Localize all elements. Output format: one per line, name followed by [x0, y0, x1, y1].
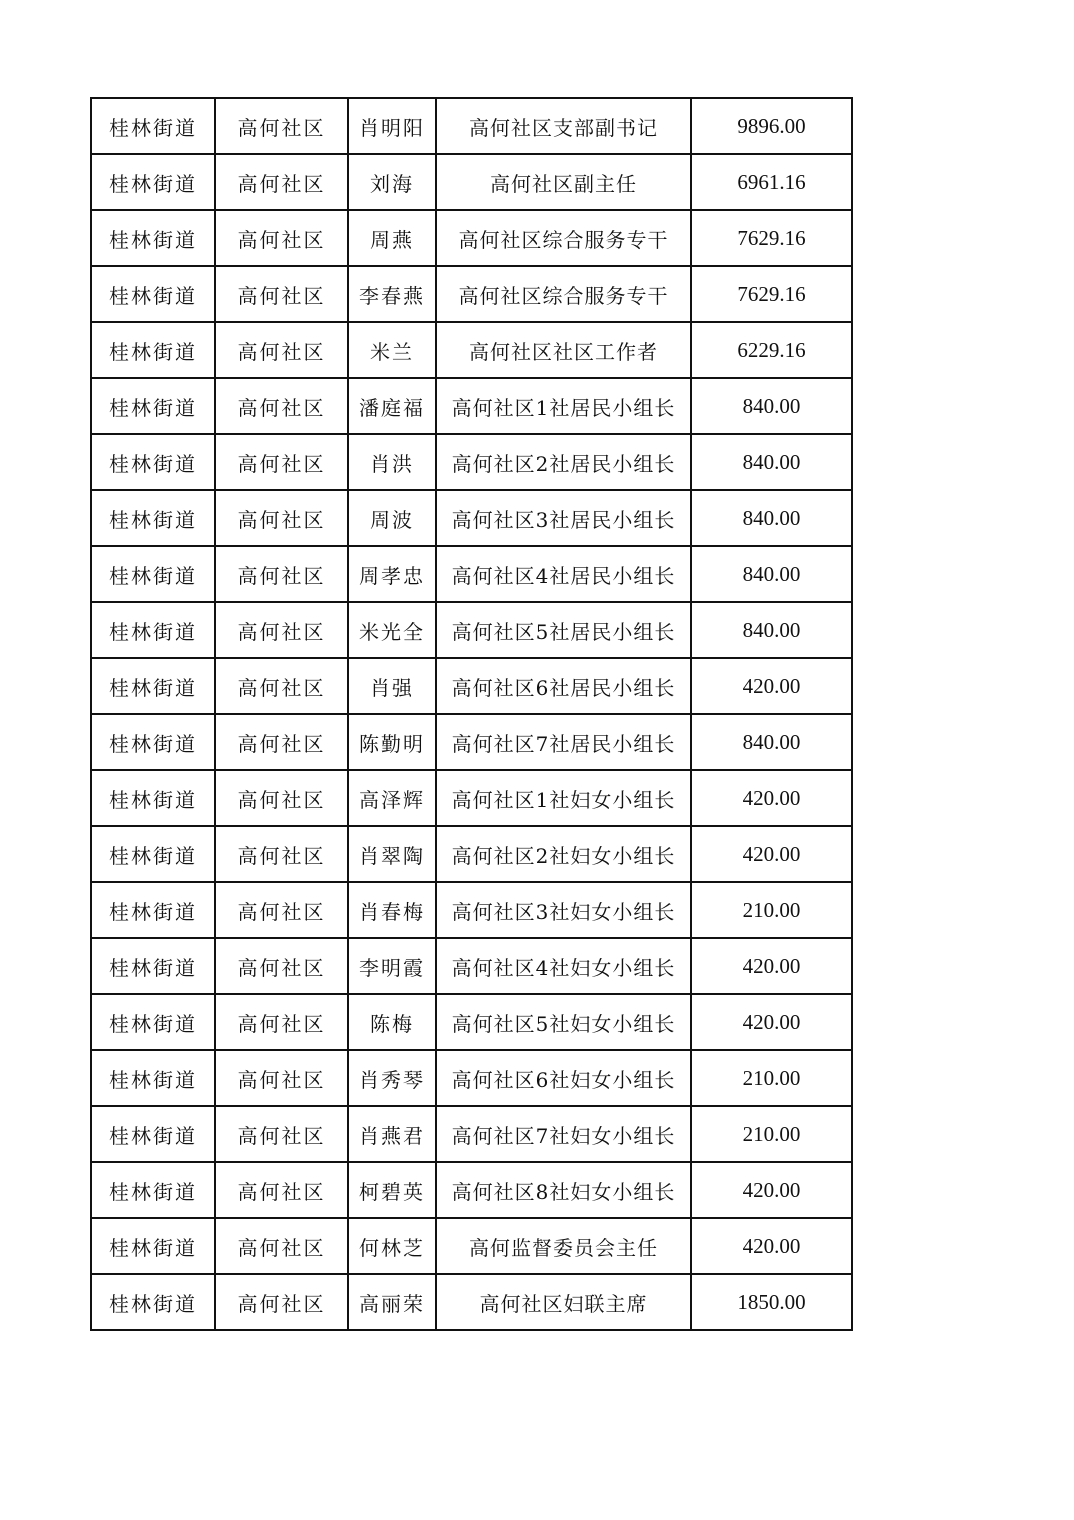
street-cell: 桂林街道 [91, 98, 215, 154]
street-cell: 桂林街道 [91, 994, 215, 1050]
table-row [91, 826, 852, 882]
street-cell: 桂林街道 [91, 266, 215, 322]
community-cell: 高何社区 [215, 210, 348, 266]
community-cell: 高何社区 [215, 826, 348, 882]
community-cell: 高何社区 [215, 546, 348, 602]
table-row [91, 98, 852, 154]
position-cell: 高何社区妇联主席 [436, 1274, 691, 1330]
table-row [91, 714, 852, 770]
position-cell: 高何社区5社妇女小组长 [436, 994, 691, 1050]
community-cell: 高何社区 [215, 882, 348, 938]
street-cell: 桂林街道 [91, 658, 215, 714]
table-row [91, 770, 852, 826]
name-cell: 何林芝 [348, 1218, 436, 1274]
name-cell: 肖洪 [348, 434, 436, 490]
street-cell: 桂林街道 [91, 770, 215, 826]
position-cell: 高何社区3社妇女小组长 [436, 882, 691, 938]
name-cell: 周波 [348, 490, 436, 546]
street-cell: 桂林街道 [91, 938, 215, 994]
amount-cell: 420.00 [691, 994, 852, 1050]
name-cell: 周燕 [348, 210, 436, 266]
table-row [91, 602, 852, 658]
street-cell: 桂林街道 [91, 1050, 215, 1106]
name-cell: 肖秀琴 [348, 1050, 436, 1106]
name-cell: 米光全 [348, 602, 436, 658]
amount-cell: 420.00 [691, 826, 852, 882]
community-cell: 高何社区 [215, 98, 348, 154]
name-cell: 肖强 [348, 658, 436, 714]
name-cell: 陈勤明 [348, 714, 436, 770]
position-cell: 高何社区副主任 [436, 154, 691, 210]
amount-cell: 840.00 [691, 546, 852, 602]
table-row [91, 490, 852, 546]
name-cell: 李春燕 [348, 266, 436, 322]
table-row [91, 546, 852, 602]
street-cell: 桂林街道 [91, 602, 215, 658]
table-row [91, 210, 852, 266]
name-cell: 肖春梅 [348, 882, 436, 938]
table-row [91, 1050, 852, 1106]
street-cell: 桂林街道 [91, 154, 215, 210]
community-cell: 高何社区 [215, 378, 348, 434]
name-cell: 潘庭福 [348, 378, 436, 434]
position-cell: 高何社区4社居民小组长 [436, 546, 691, 602]
name-cell: 肖翠陶 [348, 826, 436, 882]
table-row [91, 1274, 852, 1330]
table-row [91, 154, 852, 210]
amount-cell: 840.00 [691, 602, 852, 658]
street-cell: 桂林街道 [91, 322, 215, 378]
street-cell: 桂林街道 [91, 1106, 215, 1162]
amount-cell: 210.00 [691, 1050, 852, 1106]
community-cell: 高何社区 [215, 770, 348, 826]
street-cell: 桂林街道 [91, 434, 215, 490]
street-cell: 桂林街道 [91, 490, 215, 546]
community-cell: 高何社区 [215, 322, 348, 378]
position-cell: 高何社区7社居民小组长 [436, 714, 691, 770]
amount-cell: 420.00 [691, 770, 852, 826]
table-row [91, 378, 852, 434]
position-cell: 高何社区8社妇女小组长 [436, 1162, 691, 1218]
amount-cell: 840.00 [691, 378, 852, 434]
community-cell: 高何社区 [215, 938, 348, 994]
street-cell: 桂林街道 [91, 378, 215, 434]
position-cell: 高何社区2社妇女小组长 [436, 826, 691, 882]
street-cell: 桂林街道 [91, 826, 215, 882]
position-cell: 高何社区6社妇女小组长 [436, 1050, 691, 1106]
position-cell: 高何社区1社妇女小组长 [436, 770, 691, 826]
amount-cell: 840.00 [691, 714, 852, 770]
amount-cell: 420.00 [691, 938, 852, 994]
amount-cell: 6961.16 [691, 154, 852, 210]
community-cell: 高何社区 [215, 1274, 348, 1330]
table-row [91, 882, 852, 938]
table-row [91, 434, 852, 490]
table-row [91, 266, 852, 322]
community-cell: 高何社区 [215, 1218, 348, 1274]
amount-cell: 210.00 [691, 1106, 852, 1162]
community-cell: 高何社区 [215, 714, 348, 770]
table-row [91, 938, 852, 994]
position-cell: 高何监督委员会主任 [436, 1218, 691, 1274]
community-cell: 高何社区 [215, 1106, 348, 1162]
amount-cell: 840.00 [691, 490, 852, 546]
amount-cell: 1850.00 [691, 1274, 852, 1330]
table-row [91, 1218, 852, 1274]
position-cell: 高何社区3社居民小组长 [436, 490, 691, 546]
amount-cell: 9896.00 [691, 98, 852, 154]
amount-cell: 420.00 [691, 658, 852, 714]
community-cell: 高何社区 [215, 658, 348, 714]
street-cell: 桂林街道 [91, 546, 215, 602]
community-cell: 高何社区 [215, 1050, 348, 1106]
name-cell: 李明霞 [348, 938, 436, 994]
position-cell: 高何社区综合服务专干 [436, 210, 691, 266]
street-cell: 桂林街道 [91, 1274, 215, 1330]
table-row [91, 1106, 852, 1162]
position-cell: 高何社区社区工作者 [436, 322, 691, 378]
community-cell: 高何社区 [215, 1162, 348, 1218]
position-cell: 高何社区综合服务专干 [436, 266, 691, 322]
amount-cell: 7629.16 [691, 210, 852, 266]
street-cell: 桂林街道 [91, 882, 215, 938]
name-cell: 柯碧英 [348, 1162, 436, 1218]
amount-cell: 420.00 [691, 1218, 852, 1274]
amount-cell: 840.00 [691, 434, 852, 490]
table-row [91, 322, 852, 378]
amount-cell: 210.00 [691, 882, 852, 938]
position-cell: 高何社区支部副书记 [436, 98, 691, 154]
position-cell: 高何社区6社居民小组长 [436, 658, 691, 714]
table-row [91, 994, 852, 1050]
community-cell: 高何社区 [215, 154, 348, 210]
name-cell: 高泽辉 [348, 770, 436, 826]
community-cell: 高何社区 [215, 602, 348, 658]
name-cell: 刘海 [348, 154, 436, 210]
name-cell: 肖明阳 [348, 98, 436, 154]
street-cell: 桂林街道 [91, 210, 215, 266]
name-cell: 高丽荣 [348, 1274, 436, 1330]
table-body [91, 98, 852, 1330]
amount-cell: 6229.16 [691, 322, 852, 378]
name-cell: 周孝忠 [348, 546, 436, 602]
amount-cell: 420.00 [691, 1162, 852, 1218]
street-cell: 桂林街道 [91, 714, 215, 770]
name-cell: 陈梅 [348, 994, 436, 1050]
position-cell: 高何社区5社居民小组长 [436, 602, 691, 658]
amount-cell: 7629.16 [691, 266, 852, 322]
street-cell: 桂林街道 [91, 1218, 215, 1274]
name-cell: 米兰 [348, 322, 436, 378]
table-row [91, 1162, 852, 1218]
street-cell: 桂林街道 [91, 1162, 215, 1218]
position-cell: 高何社区2社居民小组长 [436, 434, 691, 490]
name-cell: 肖燕君 [348, 1106, 436, 1162]
position-cell: 高何社区7社妇女小组长 [436, 1106, 691, 1162]
community-cell: 高何社区 [215, 490, 348, 546]
table-row [91, 658, 852, 714]
position-cell: 高何社区1社居民小组长 [436, 378, 691, 434]
community-cell: 高何社区 [215, 266, 348, 322]
community-cell: 高何社区 [215, 994, 348, 1050]
salary-table [90, 97, 853, 1331]
community-cell: 高何社区 [215, 434, 348, 490]
position-cell: 高何社区4社妇女小组长 [436, 938, 691, 994]
